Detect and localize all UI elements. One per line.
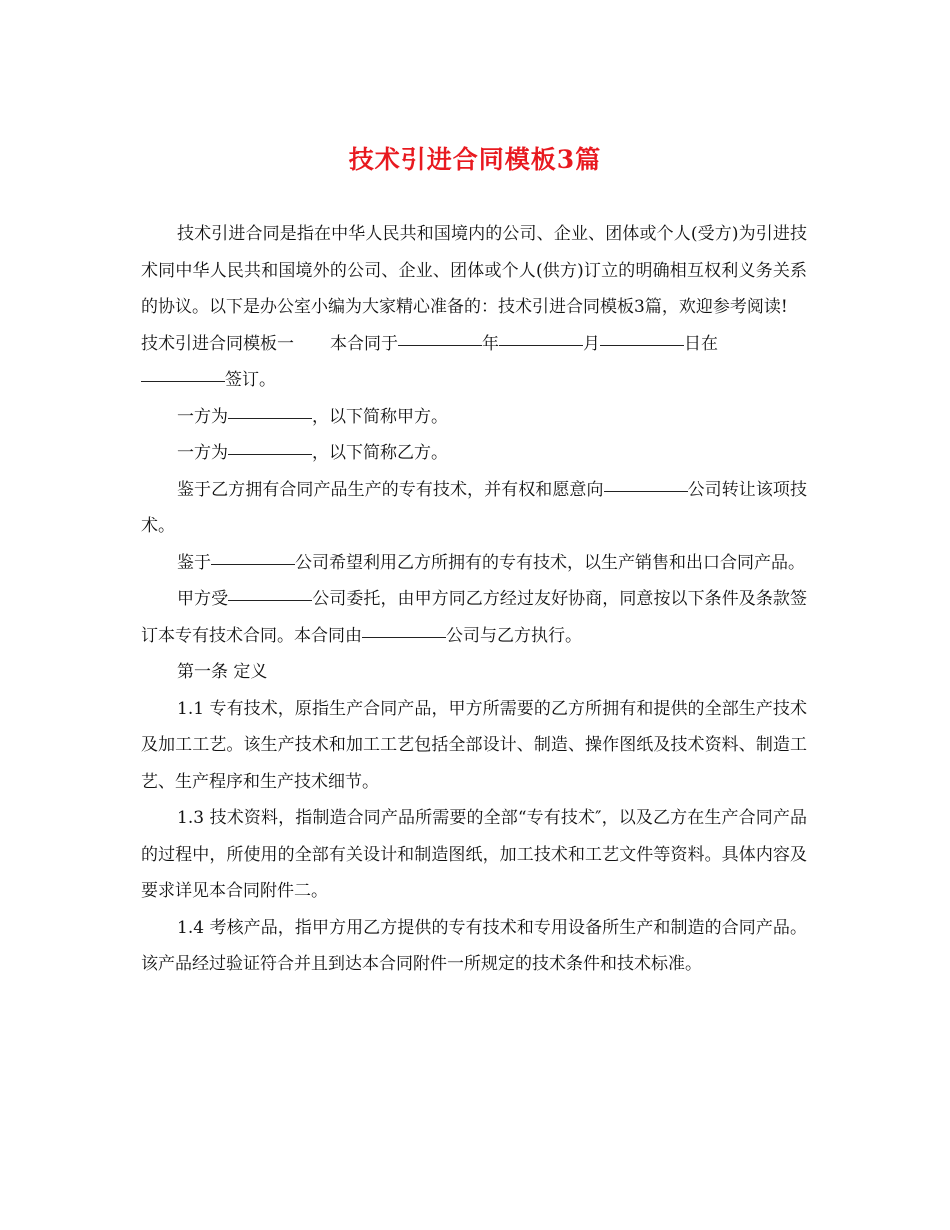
blank-year [398,344,482,346]
blank-place [141,380,225,382]
recital-3-middle: 公司委托，由甲方同乙方经过友好协商，同意按以下条件及条款签订本专有技术合同。本合同由 [141,589,807,646]
day-at-label: 日在 [684,333,718,354]
party-b-prefix: 一方为 [177,443,228,463]
party-b-suffix: ，以下简称乙方。 [312,443,448,463]
party-a-prefix: 一方为 [177,406,228,427]
month-label: 月 [583,333,600,354]
clause-1-4: 1.4 考核产品，指甲方用乙方提供的专有技术和专用设备所生产和制造的合同产品。该产品经过验证符合并且到达本合同附件一所规定的技术条件和技术标准。 [141,917,807,974]
blank-recital-3a [228,599,312,601]
blank-recital-1 [604,490,688,492]
recital-3-suffix: 公司与乙方执行。 [446,625,582,646]
blank-party-b [228,453,312,455]
recital-2 [141,545,807,582]
party-a-suffix: ，以下简称甲方。 [312,406,448,427]
party-a-line [141,399,807,436]
recital-3 [141,581,807,654]
blank-day [600,344,684,346]
recital-1-suffix: 公司转让该项技术。 [141,479,807,536]
intro-paragraph: 技术引进合同是指在中华人民共和国境内的公司、企业、团体或个人(受方)为引进技术同中华人民共和国境外的公司、企业、团体或个人(供方)订立的明确相互权利义务关系的协议。以下是办公室小编为大家精心准备的：技术引进合同模板3篇，欢迎参考阅读! [141,224,807,317]
blank-month [499,344,583,346]
recital-2-prefix: 鉴于 [177,552,211,573]
signed-label: 签订。 [225,370,276,390]
article-1-heading: 第一条 定义 [177,662,268,682]
template-one-heading: 技术引进合同模板一 [141,333,294,354]
clause-1-3: 1.3 技术资料，指制造合同产品所需要的全部“专有技术″，以及乙方在生产合同产品的过程中，所使用的全部有关设计和制造图纸，加工技术和工艺文件等资料。具体内容及要求详见本合同附件二。 [141,808,807,901]
blank-recital-2 [211,563,295,565]
template-one-signing-line [141,326,807,399]
blank-party-a [228,417,312,419]
clause-1-1: 1.1 专有技术，原指生产合同产品，甲方所需要的乙方所拥有和提供的全部生产技术及加工工艺。该生产技术和加工工艺包括全部设计、制造、操作图纸及技术资料、制造工艺、生产程序和生产技术细节。 [141,698,807,792]
party-b-line [141,435,807,472]
blank-recital-3b [362,636,446,638]
recital-1-prefix: 鉴于乙方拥有合同产品生产的专有技术，并有权和愿意向 [177,479,604,500]
recital-3-prefix: 甲方受 [177,589,229,609]
document-body [141,216,807,983]
recital-2-suffix: 公司希望利用乙方所拥有的专有技术，以生产销售和出口合同产品。 [295,552,805,573]
document-title: 技术引进合同模板3篇 [348,145,602,174]
sign-prefix: 本合同于 [330,333,398,354]
recital-1 [141,472,807,545]
year-label: 年 [482,333,499,354]
